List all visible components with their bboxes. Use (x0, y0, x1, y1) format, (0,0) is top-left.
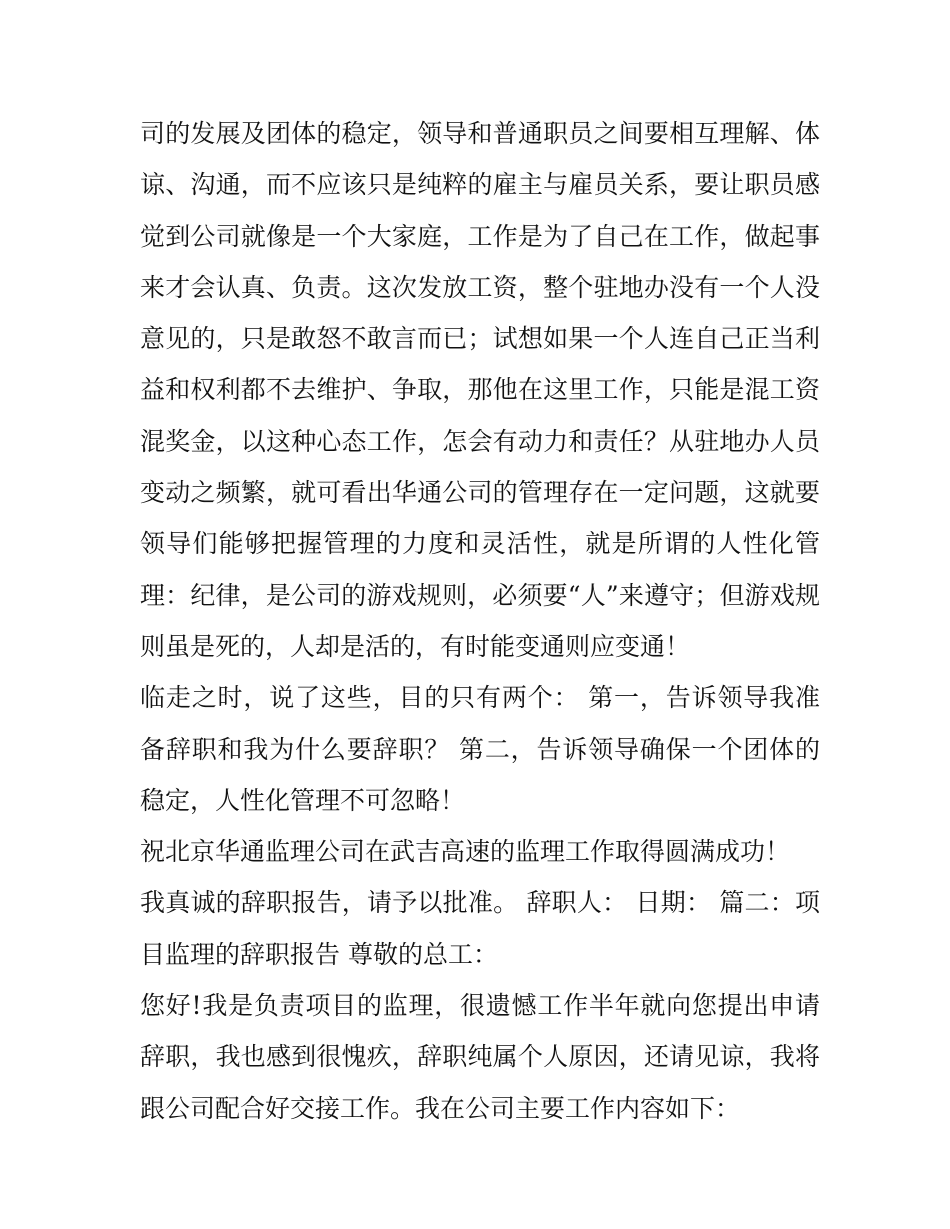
paragraph (140, 108, 820, 672)
text-line: 稳定，人性化管理不可忽略！ (140, 785, 466, 815)
text-line: 谅、沟通，而不应该只是纯粹的雇主与雇员关系，要让职员感 (140, 170, 820, 200)
text-line: 觉到公司就像是一个大家庭，工作是为了自己在工作，做起事 (140, 221, 820, 251)
paragraph (140, 980, 820, 1134)
text-line: 益和权利都不去维护、争取，那他在这里工作，只能是混工资 (140, 375, 820, 405)
text-line: 备辞职和我为什么要辞职？ 第二，告诉领导确保一个团体的 (140, 734, 820, 764)
text-line: 辞职，我也感到很愧疚，辞职纯属个人原因，还请见谅，我将 (140, 1042, 820, 1072)
document-body (140, 108, 820, 1134)
text-line: 您好!我是负责项目的监理，很遗憾工作半年就向您提出申请 (140, 991, 820, 1021)
text-line: 混奖金，以这种心态工作，怎会有动力和责任？从驻地办人员 (140, 426, 820, 456)
text-line: 跟公司配合好交接工作。我在公司主要工作内容如下： (140, 1093, 741, 1123)
text-line: 意见的，只是敢怒不敢言而已；试想如果一个人连自己正当利 (140, 324, 820, 354)
text-line: 目监理的辞职报告 尊敬的总工： (140, 939, 498, 969)
text-line: 祝北京华通监理公司在武吉高速的监理工作取得圆满成功！ (140, 837, 791, 867)
text-line: 临走之时，说了这些，目的只有两个： 第一，告诉领导我准 (140, 683, 820, 713)
text-line: 司的发展及团体的稳定，领导和普通职员之间要相互理解、体 (140, 119, 820, 148)
text-line: 我真诚的辞职报告，请予以批准。 辞职人： 日期： 篇二：项 (140, 888, 820, 918)
text-line: 变动之频繁，就可看出华通公司的管理存在一定问题，这就要 (140, 478, 820, 508)
text-line: 领导们能够把握管理的力度和灵活性，就是所谓的人性化管 (140, 529, 820, 559)
text-line: 则虽是死的，人却是活的，有时能变通则应变通！ (140, 631, 691, 661)
paragraph (140, 672, 820, 826)
text-line: 理：纪律，是公司的游戏规则，必须要“人”来遵守；但游戏规 (140, 580, 820, 610)
paragraph (140, 877, 820, 980)
paragraph (140, 826, 820, 877)
text-line: 来才会认真、负责。这次发放工资，整个驻地办没有一个人没 (140, 272, 820, 302)
